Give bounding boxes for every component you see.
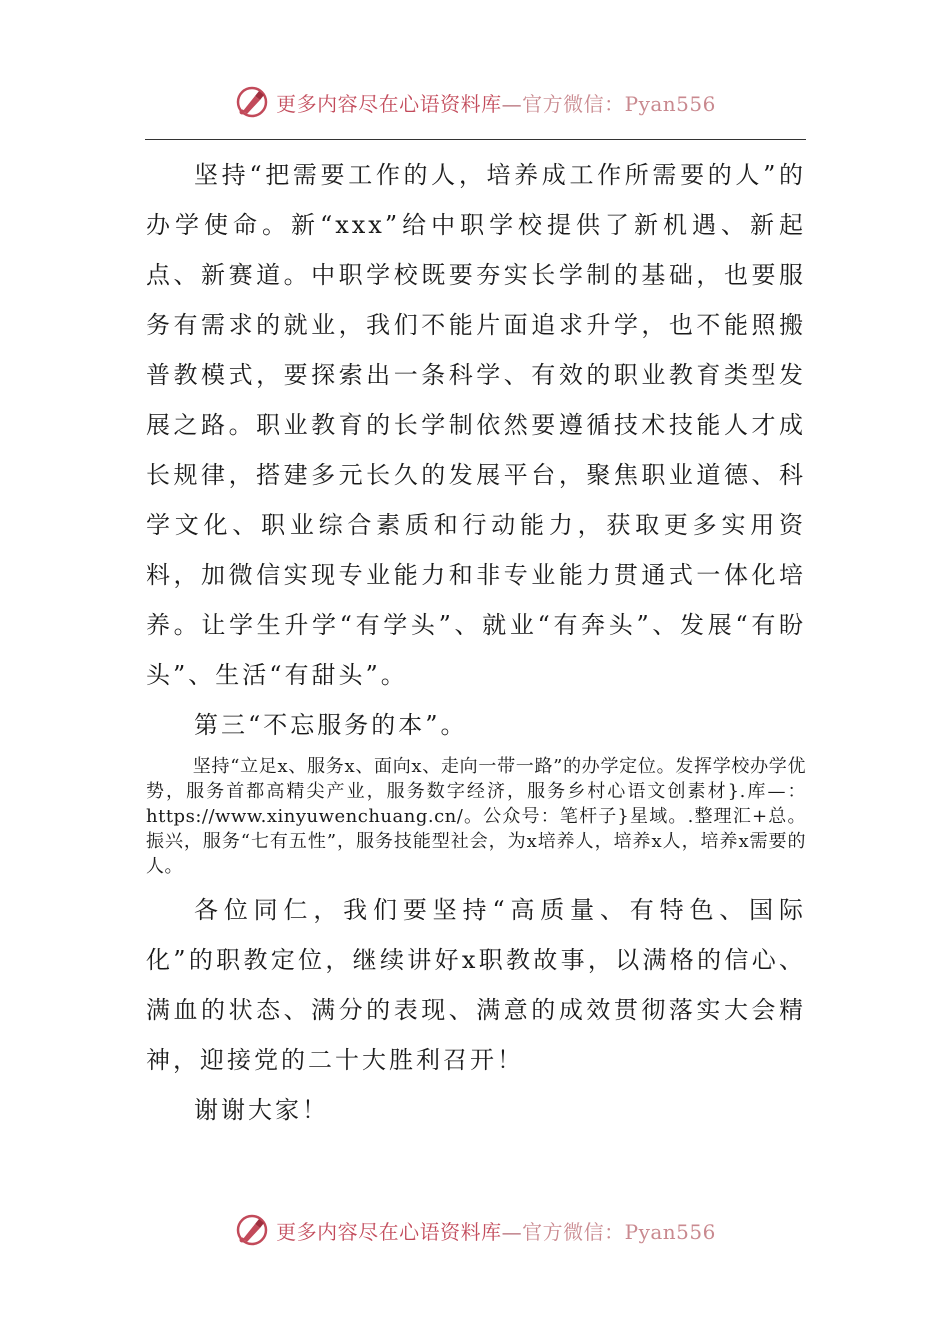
header-divider [145, 139, 806, 140]
header-banner [0, 80, 950, 124]
paragraph-mission: 坚持“把需要工作的人，培养成工作所需要的人”的办学使命。新“xxx”给中职学校提供了新机遇、新起点、新赛道。中职学校既要夯实长学制的基础，也要服务有需求的就业，我们不能片面追求升学，也不能照搬普教模式，要探索出一条科学、有效的职业教育类型发展之路。职业教育的长学制依然要遵循技术技能人才成长规律，搭建多元长久的发展平台，聚焦职业道德、科学文化、职业综合素质和行动能力，获取更多实用资料，加微信实现专业能力和非专业能力贯通式一体化培养。让学生升学“有学头”、就业“有奔头”、发展“有盼头”、生活“有甜头”。 [146, 161, 806, 689]
document-body [146, 150, 806, 1135]
pen-nib-logo-icon [234, 1212, 270, 1248]
section-heading-third: 第三“不忘服务的本”。 [194, 711, 468, 739]
paragraph-closing: 各位同仁，我们要坚持“高质量、有特色、国际化”的职教定位，继续讲好x职教故事，以满格的信心、满血的状态、满分的表现、满意的成效贯彻落实大会精神，迎接党的二十大胜利召开！ [146, 896, 806, 1074]
footer-banner [0, 1208, 950, 1252]
thanks-line: 谢谢大家！ [194, 1096, 329, 1124]
banner-text: 更多内容尽在心语资料库—官方微信：Pyan556 [276, 1219, 716, 1244]
paragraph-positioning: 坚持“立足x、服务x、面向x、走向一带一路”的办学定位。发挥学校办学优势，服务首都高精尖产业，服务数字经济，服务乡村心语文创素材}.库—：https://www.xinyuwenchuang.cn/。公众号：笔杆子}星域。.整理汇+总。振兴，服务“七有五性”，服务技能型社会，为x培养人，培养x人，培养x需要的人。 [146, 756, 806, 877]
pen-nib-logo-icon [234, 84, 270, 120]
banner-text: 更多内容尽在心语资料库—官方微信：Pyan556 [276, 91, 716, 116]
